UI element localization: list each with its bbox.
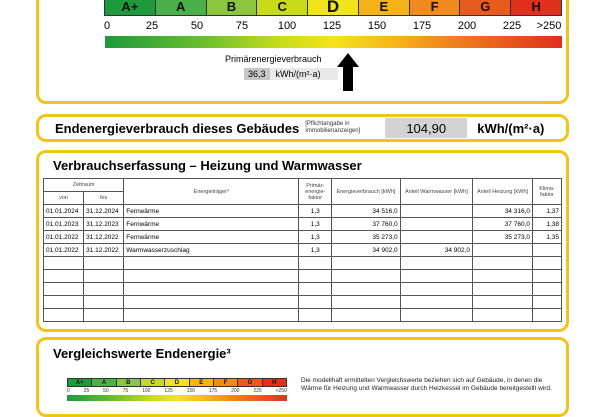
cell-ww xyxy=(400,231,472,244)
class-e: E xyxy=(359,0,410,15)
class-a: A xyxy=(156,0,207,15)
class-b: B xyxy=(207,0,258,15)
mini-tick: 125 xyxy=(164,388,173,394)
table-row xyxy=(44,231,562,244)
cell-ww xyxy=(400,205,472,218)
header-carrier: Energieträger³ xyxy=(124,179,299,205)
mini-class: A xyxy=(92,379,116,386)
tick-label: 200 xyxy=(457,20,477,32)
end-energy-note: [Pflichtangabe in Immobilienanzeigen] xyxy=(305,121,361,134)
cell-from: 01.01.2022 xyxy=(44,231,84,244)
cell-heat: 34 316,0 xyxy=(473,205,533,218)
cell-total: 37 760,0 xyxy=(332,218,400,231)
cell-carrier: Warmwasserzuschlag xyxy=(124,244,299,257)
end-energy-panel xyxy=(36,114,569,142)
mini-tick: 175 xyxy=(208,388,218,394)
class-f: F xyxy=(410,0,461,15)
cell-ww: 34 902,0 xyxy=(400,244,472,257)
header-to: bis xyxy=(84,192,124,205)
class-c: C xyxy=(257,0,308,15)
cell-klima: 1,35 xyxy=(533,231,562,244)
comparison-ticks xyxy=(67,388,287,394)
header-klima: Klima-faktor xyxy=(533,179,562,205)
energy-class-scale xyxy=(104,0,562,16)
cell-to: 31.12.2023 xyxy=(84,218,124,231)
energy-gradient-bar xyxy=(105,36,562,48)
table-row-empty xyxy=(44,257,562,270)
cell-ww xyxy=(400,218,472,231)
mini-class: D xyxy=(165,379,189,386)
header-from: von xyxy=(44,192,84,205)
cell-total: 35 273,0 xyxy=(332,231,400,244)
header-factor: Primär-energie-faktor xyxy=(299,179,332,205)
tick-label: >250 xyxy=(536,20,562,32)
tick-label: 100 xyxy=(277,20,297,32)
table-row-empty xyxy=(44,270,562,283)
header-total: Energieverbrauch [kWh] xyxy=(332,179,400,205)
cell-carrier: Fernwärme xyxy=(124,205,299,218)
table-row-empty xyxy=(44,296,562,309)
cell-factor: 1,3 xyxy=(299,244,332,257)
primary-energy-value-box xyxy=(244,68,338,80)
tick-label: 175 xyxy=(412,20,432,32)
header-ww: Anteil Warmwasser [kWh] xyxy=(400,179,472,205)
comparison-gradient-bar xyxy=(67,395,287,401)
cell-klima xyxy=(533,244,562,257)
end-energy-value: 104,90 xyxy=(385,118,467,138)
cell-to: 31.12.2022 xyxy=(84,231,124,244)
mini-tick: 0 xyxy=(67,388,70,394)
tick-label: 50 xyxy=(190,20,204,32)
mini-tick: 25 xyxy=(83,388,90,394)
mini-class: C xyxy=(141,379,165,386)
table-row-empty xyxy=(44,283,562,296)
comparison-title: Vergleichswerte Endenergie³ xyxy=(53,346,231,361)
class-d: D xyxy=(308,0,359,15)
mini-class: A+ xyxy=(68,379,92,386)
mini-tick: 50 xyxy=(103,388,109,394)
energy-scale-panel xyxy=(36,0,569,104)
cell-from: 01.01.2023 xyxy=(44,218,84,231)
cell-heat: 37 760,0 xyxy=(473,218,533,231)
tick-label: 25 xyxy=(145,20,159,32)
mini-class: B xyxy=(117,379,141,386)
cell-carrier: Fernwärme xyxy=(124,218,299,231)
cell-factor: 1,3 xyxy=(299,231,332,244)
tick-label: 125 xyxy=(322,20,342,32)
mini-class: F xyxy=(214,379,238,386)
consumption-panel xyxy=(36,150,569,332)
comparison-text: Die modellhaft ermittelten Vergleichswerte beziehen sich auf Gebäude, in denen die Wärme für Heizung und Warmwasser durch Heizkessel im Gebäude bereitgestellt wird. xyxy=(301,377,552,392)
comparison-class-scale xyxy=(67,378,287,387)
class-g: G xyxy=(460,0,511,15)
mini-tick: 100 xyxy=(142,388,151,394)
class-a-plus: A+ xyxy=(105,0,156,15)
cell-total: 34 902,0 xyxy=(332,244,400,257)
primary-energy-value: 36,3 xyxy=(244,68,270,80)
tick-label: 75 xyxy=(235,20,249,32)
cell-klima: 1,37 xyxy=(533,205,562,218)
tick-label: 150 xyxy=(367,20,387,32)
table-row xyxy=(44,218,562,231)
table-row-empty xyxy=(44,309,562,322)
mini-tick: 200 xyxy=(231,388,240,394)
cell-heat xyxy=(473,244,533,257)
mini-tick: 150 xyxy=(186,388,195,394)
cell-from: 01.01.2024 xyxy=(44,205,84,218)
consumption-title: Verbrauchserfassung – Heizung und Warmwasser xyxy=(53,158,362,173)
primary-energy-unit: kWh/(m²·a) xyxy=(270,68,338,80)
comparison-panel xyxy=(36,337,569,417)
arrow-up-icon xyxy=(337,53,359,91)
table-row xyxy=(44,205,562,218)
mini-class: E xyxy=(190,379,214,386)
primary-energy-label: Primärenergieverbrauch xyxy=(225,54,322,64)
mini-class: G xyxy=(238,379,262,386)
mini-class: H xyxy=(263,379,286,386)
end-energy-unit: kWh/(m²·a) xyxy=(477,120,545,136)
tick-label: 0 xyxy=(103,20,111,32)
consumption-table xyxy=(43,178,562,322)
header-heat: Anteil Heizung [kWh] xyxy=(473,179,533,205)
cell-heat: 35 273,0 xyxy=(473,231,533,244)
cell-total: 34 516,0 xyxy=(332,205,400,218)
tick-label: 225 xyxy=(502,20,522,32)
class-h: H xyxy=(511,0,561,15)
cell-from: 01.01.2022 xyxy=(44,244,84,257)
table-row xyxy=(44,244,562,257)
header-period: Zeitraum xyxy=(44,179,124,192)
cell-klima: 1,38 xyxy=(533,218,562,231)
mini-tick: >250 xyxy=(275,388,287,394)
cell-factor: 1,3 xyxy=(299,205,332,218)
cell-carrier: Fernwärme xyxy=(124,231,299,244)
mini-tick: 75 xyxy=(122,388,129,394)
mini-tick: 225 xyxy=(253,388,262,394)
cell-to: 31.12.2022 xyxy=(84,244,124,257)
end-energy-title: Endenergieverbrauch dieses Gebäudes xyxy=(55,120,300,136)
cell-to: 31.12.2024 xyxy=(84,205,124,218)
cell-factor: 1,3 xyxy=(299,218,332,231)
